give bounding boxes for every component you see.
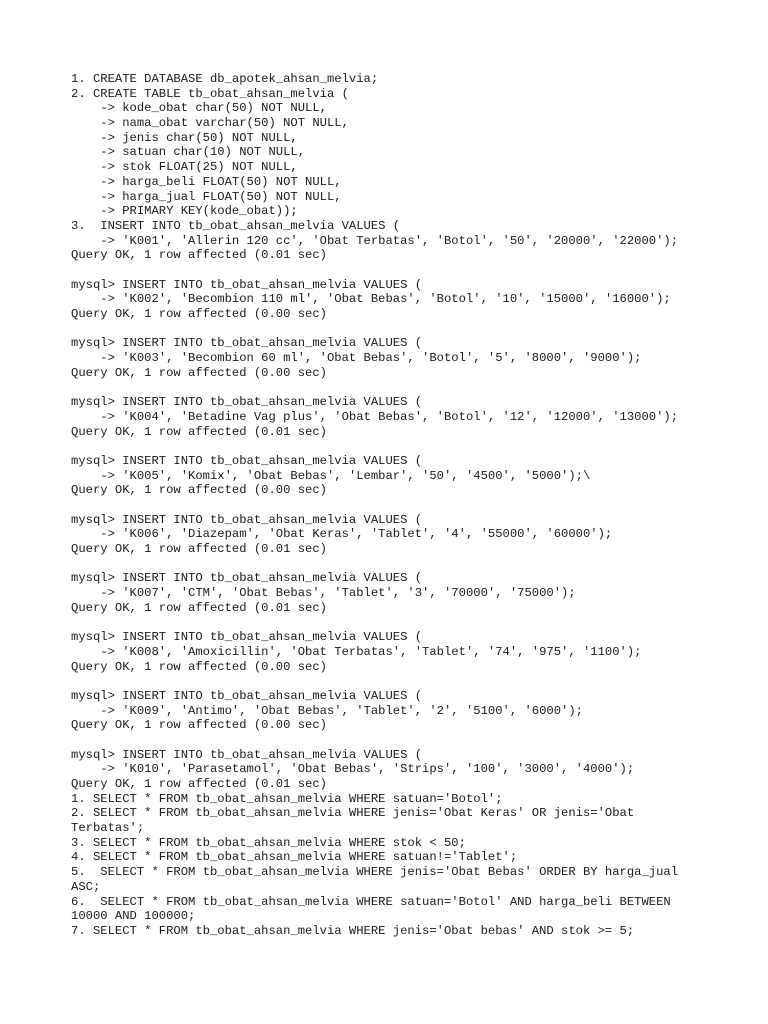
code-line: 3. INSERT INTO tb_obat_ahsan_melvia VALUES ( xyxy=(71,218,401,233)
code-line: Query OK, 1 row affected (0.00 sec) xyxy=(71,307,327,321)
code-line: -> harga_jual FLOAT(50) NOT NULL, xyxy=(71,189,342,204)
code-line: mysql> INSERT INTO tb_obat_ahsan_melvia VALUES ( xyxy=(71,571,423,586)
code-line: -> 'K002', 'Becombion 110 ml', 'Obat Bebas', 'Botol', '10', '15000', '16000'); xyxy=(71,292,671,307)
code-line: 3. SELECT * FROM tb_obat_ahsan_melvia WHERE stok < 50; xyxy=(71,835,466,850)
code-line: Query OK, 1 row affected (0.00 sec) xyxy=(71,483,327,498)
code-line: Terbatas'; xyxy=(71,821,145,836)
code-line: 1. CREATE DATABASE db_apotek_ahsan_melvia; xyxy=(71,72,379,86)
blank-line xyxy=(71,263,711,278)
code-line: -> stok FLOAT(25) NOT NULL, xyxy=(71,160,298,175)
code-line: -> 'K008', 'Amoxicillin', 'Obat Terbatas', 'Tablet', '74', '975', '1100'); xyxy=(71,644,642,659)
blank-line xyxy=(71,674,711,689)
code-line: -> 'K005', 'Komix', 'Obat Bebas', 'Lembar', '50', '4500', '5000');\ xyxy=(71,468,591,483)
code-line: mysql> INSERT INTO tb_obat_ahsan_melvia VALUES ( xyxy=(71,395,423,410)
code-line: 2. CREATE TABLE tb_obat_ahsan_melvia ( xyxy=(71,86,349,101)
code-line: -> 'K001', 'Allerin 120 cc', 'Obat Terbatas', 'Botol', '50', '20000', '22000'); xyxy=(71,233,679,248)
blank-line xyxy=(71,322,711,337)
code-line: -> 'K004', 'Betadine Vag plus', 'Obat Bebas', 'Botol', '12', '12000', '13000'); xyxy=(71,409,679,424)
blank-line xyxy=(71,498,711,513)
code-line: -> nama_obat varchar(50) NOT NULL, xyxy=(71,116,349,131)
code-line: mysql> INSERT INTO tb_obat_ahsan_melvia VALUES ( xyxy=(71,630,423,645)
code-line: -> 'K010', 'Parasetamol', 'Obat Bebas', 'Strips', '100', '3000', '4000'); xyxy=(71,762,635,777)
code-line: Query OK, 1 row affected (0.00 sec) xyxy=(71,718,327,733)
code-line: 10000 AND 100000; xyxy=(71,909,196,924)
code-line: mysql> INSERT INTO tb_obat_ahsan_melvia VALUES ( xyxy=(71,453,423,468)
code-line: mysql> INSERT INTO tb_obat_ahsan_melvia VALUES ( xyxy=(71,688,423,703)
code-line: ASC; xyxy=(71,879,101,894)
code-line: Query OK, 1 row affected (0.00 sec) xyxy=(71,659,327,674)
code-line: 5. SELECT * FROM tb_obat_ahsan_melvia WHERE jenis='Obat Bebas' ORDER BY harga_jual xyxy=(71,865,679,880)
code-line: -> 'K009', 'Antimo', 'Obat Bebas', 'Tablet', '2', '5100', '6000'); xyxy=(71,703,583,718)
code-line: -> 'K003', 'Becombion 60 ml', 'Obat Bebas', 'Botol', '5', '8000', '9000'); xyxy=(71,351,642,366)
code-line: mysql> INSERT INTO tb_obat_ahsan_melvia VALUES ( xyxy=(71,512,423,527)
document-page xyxy=(71,72,711,939)
blank-line xyxy=(71,557,711,572)
code-line: Query OK, 1 row affected (0.01 sec) xyxy=(71,600,327,615)
code-line: 7. SELECT * FROM tb_obat_ahsan_melvia WHERE jenis='Obat bebas' AND stok >= 5; xyxy=(71,923,635,938)
code-line: Query OK, 1 row affected (0.01 sec) xyxy=(71,542,327,556)
code-line: mysql> INSERT INTO tb_obat_ahsan_melvia VALUES ( xyxy=(71,277,423,292)
code-line: -> jenis char(50) NOT NULL, xyxy=(71,130,298,145)
code-line: -> 'K007', 'CTM', 'Obat Bebas', 'Tablet', '3', '70000', '75000'); xyxy=(71,586,576,601)
code-line: Query OK, 1 row affected (0.00 sec) xyxy=(71,365,327,380)
code-line: Query OK, 1 row affected (0.01 sec) xyxy=(71,248,327,263)
blank-line xyxy=(71,439,711,454)
code-line: -> PRIMARY KEY(kode_obat)); xyxy=(71,204,298,219)
code-line: -> 'K006', 'Diazepam', 'Obat Keras', 'Tablet', '4', '55000', '60000'); xyxy=(71,527,613,542)
code-line: Query OK, 1 row affected (0.01 sec) xyxy=(71,777,327,791)
blank-line xyxy=(71,380,711,395)
code-line: 2. SELECT * FROM tb_obat_ahsan_melvia WHERE jenis='Obat Keras' OR jenis='Obat xyxy=(71,806,635,821)
code-line: 4. SELECT * FROM tb_obat_ahsan_melvia WHERE satuan!='Tablet'; xyxy=(71,850,518,865)
code-line: Query OK, 1 row affected (0.01 sec) xyxy=(71,424,327,439)
code-line: mysql> INSERT INTO tb_obat_ahsan_melvia VALUES ( xyxy=(71,747,423,762)
code-line: 6. SELECT * FROM tb_obat_ahsan_melvia WHERE satuan='Botol' AND harga_beli BETWEEN xyxy=(71,894,671,909)
blank-line xyxy=(71,615,711,630)
blank-line xyxy=(71,733,711,748)
code-line: -> kode_obat char(50) NOT NULL, xyxy=(71,101,327,116)
code-line: 1. SELECT * FROM tb_obat_ahsan_melvia WHERE satuan='Botol'; xyxy=(71,791,503,806)
code-line: mysql> INSERT INTO tb_obat_ahsan_melvia VALUES ( xyxy=(71,336,423,351)
code-line: -> harga_beli FLOAT(50) NOT NULL, xyxy=(71,174,342,189)
code-line: -> satuan char(10) NOT NULL, xyxy=(71,145,306,160)
